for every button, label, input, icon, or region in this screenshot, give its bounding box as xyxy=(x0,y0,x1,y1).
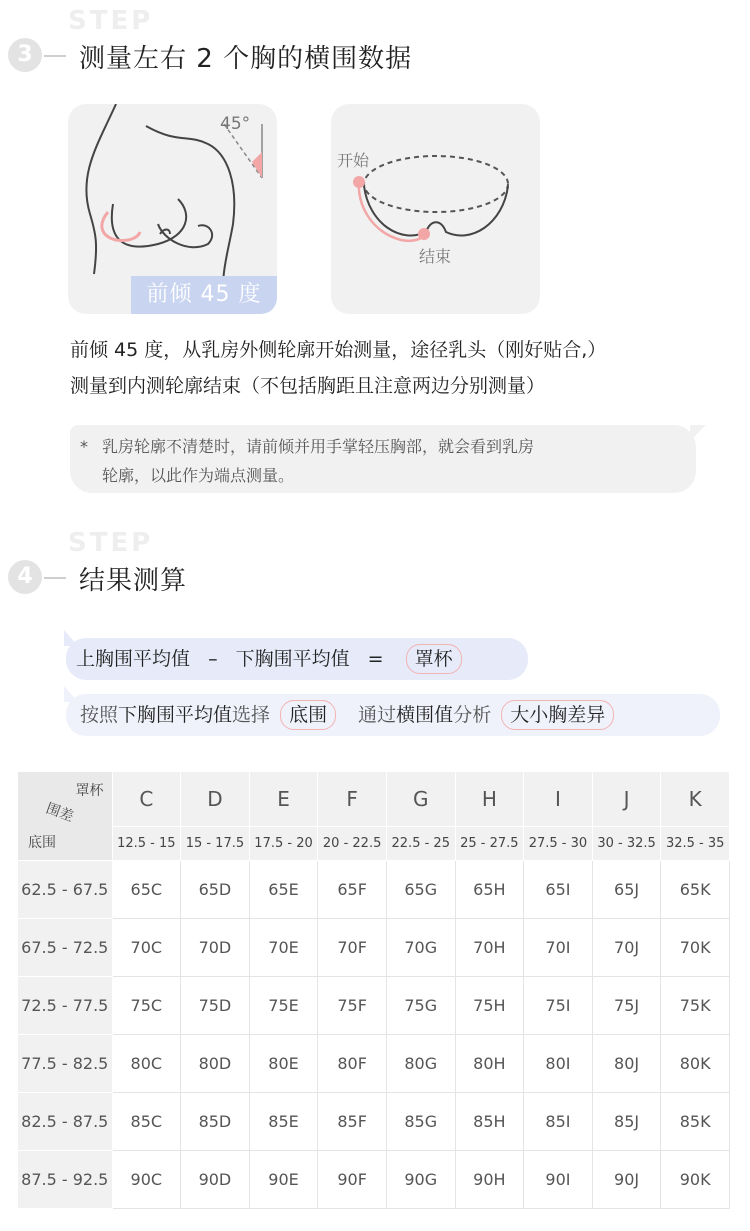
cup-header: K xyxy=(661,772,730,826)
range-header: 15 - 17.5 xyxy=(181,826,250,860)
note-line-1: 乳房轮廓不清楚时，请前倾并用手掌轻压胸部，就会看到乳房 xyxy=(102,437,535,456)
range-header-row xyxy=(18,826,730,860)
guide-part-5: 横围值 xyxy=(396,704,454,726)
lean-angle-badge: 前倾 45 度 xyxy=(131,276,277,314)
size-cell: 65H xyxy=(455,860,524,918)
size-cell: 90D xyxy=(181,1150,250,1208)
size-cell: 65J xyxy=(592,860,661,918)
step-watermark: STEP xyxy=(68,6,154,36)
size-cell: 80G xyxy=(386,1034,455,1092)
range-header: 12.5 - 15 xyxy=(112,826,181,860)
angle-label: 45° xyxy=(220,114,251,134)
step-connector-line xyxy=(44,577,66,579)
size-cell: 85F xyxy=(318,1092,387,1150)
note-asterisk: * xyxy=(80,437,88,456)
size-cell: 70F xyxy=(318,918,387,976)
size-cell: 80I xyxy=(524,1034,593,1092)
size-cell: 65G xyxy=(386,860,455,918)
size-cell: 80F xyxy=(318,1034,387,1092)
step-connector-line xyxy=(44,55,66,57)
size-cell: 90I xyxy=(524,1150,593,1208)
size-cell: 75G xyxy=(386,976,455,1034)
cup-header: H xyxy=(455,772,524,826)
table-row xyxy=(18,1034,730,1092)
size-cell: 70H xyxy=(455,918,524,976)
formula-equals: = xyxy=(367,648,384,670)
size-cell: 80J xyxy=(592,1034,661,1092)
guide-part-4: 通过 xyxy=(358,704,397,726)
size-cell: 65I xyxy=(524,860,593,918)
size-cell: 65K xyxy=(661,860,730,918)
size-cell: 85C xyxy=(112,1092,181,1150)
size-cell: 75H xyxy=(455,976,524,1034)
step-number-badge: 4 xyxy=(8,560,42,594)
size-guide-bubble xyxy=(66,694,720,736)
size-cell: 75I xyxy=(524,976,593,1034)
size-cell: 65E xyxy=(249,860,318,918)
formula-under-bust: 下胸围平均值 xyxy=(235,648,350,670)
size-cell: 90H xyxy=(455,1150,524,1208)
size-cell: 85J xyxy=(592,1092,661,1150)
size-cell: 80C xyxy=(112,1034,181,1092)
cup-header-row xyxy=(18,772,730,826)
table-row xyxy=(18,1092,730,1150)
instruction-line-2: 测量到内测轮廓结束（不包括胸距且注意两边分别测量） xyxy=(70,375,546,397)
table-row xyxy=(18,918,730,976)
size-cell: 75F xyxy=(318,976,387,1034)
size-cell: 75E xyxy=(249,976,318,1034)
size-cell: 75J xyxy=(592,976,661,1034)
size-cell: 65D xyxy=(181,860,250,918)
cup-header: J xyxy=(592,772,661,826)
size-cell: 70D xyxy=(181,918,250,976)
size-cell: 80H xyxy=(455,1034,524,1092)
cup-header: F xyxy=(318,772,387,826)
table-corner-cell xyxy=(18,772,112,860)
range-header: 32.5 - 35 xyxy=(661,826,730,860)
size-cell: 90F xyxy=(318,1150,387,1208)
step-number-badge: 3 xyxy=(8,38,42,72)
cup-header: I xyxy=(524,772,593,826)
size-cell: 90K xyxy=(661,1150,730,1208)
size-cell: 85G xyxy=(386,1092,455,1150)
guide-base-pill: 底围 xyxy=(280,700,336,730)
guide-part-1: 按照 xyxy=(80,704,119,726)
tip-note xyxy=(70,425,696,493)
table-row xyxy=(18,860,730,918)
size-cell: 70J xyxy=(592,918,661,976)
size-cell: 85E xyxy=(249,1092,318,1150)
cup-header: G xyxy=(386,772,455,826)
size-cell: 90E xyxy=(249,1150,318,1208)
size-cell: 70C xyxy=(112,918,181,976)
step-title: 结果测算 xyxy=(79,566,188,596)
size-cell: 90C xyxy=(112,1150,181,1208)
note-line-2: 轮廓，以此作为端点测量。 xyxy=(102,466,295,485)
row-base-range: 82.5 - 87.5 xyxy=(18,1092,112,1150)
size-cell: 85K xyxy=(661,1092,730,1150)
size-cell: 75C xyxy=(112,976,181,1034)
size-cell: 75D xyxy=(181,976,250,1034)
size-cell: 70K xyxy=(661,918,730,976)
size-cell: 85D xyxy=(181,1092,250,1150)
illustration-measure-path xyxy=(331,104,540,314)
guide-part-6: 分析 xyxy=(453,704,492,726)
range-header: 20 - 22.5 xyxy=(318,826,387,860)
range-header: 27.5 - 30 xyxy=(524,826,593,860)
size-cell: 90J xyxy=(592,1150,661,1208)
size-cell: 65F xyxy=(318,860,387,918)
size-cell: 80E xyxy=(249,1034,318,1092)
size-cell: 65C xyxy=(112,860,181,918)
end-label: 结束 xyxy=(419,247,452,266)
row-base-range: 67.5 - 72.5 xyxy=(18,918,112,976)
cup-header: E xyxy=(249,772,318,826)
start-label: 开始 xyxy=(337,151,370,170)
size-cell: 90G xyxy=(386,1150,455,1208)
range-header: 30 - 32.5 xyxy=(592,826,661,860)
formula-minus: – xyxy=(208,648,218,670)
size-cell: 80K xyxy=(661,1034,730,1092)
cup-formula-bubble xyxy=(66,638,528,680)
cup-header: D xyxy=(181,772,250,826)
row-base-range: 87.5 - 92.5 xyxy=(18,1150,112,1208)
corner-cup-label: 罩杯 xyxy=(75,783,104,799)
row-base-range: 62.5 - 67.5 xyxy=(18,860,112,918)
size-cell: 70G xyxy=(386,918,455,976)
cup-header: C xyxy=(112,772,181,826)
size-cell: 70I xyxy=(524,918,593,976)
size-cell: 85H xyxy=(455,1092,524,1150)
formula-upper-bust: 上胸围平均值 xyxy=(76,648,191,670)
size-cell: 75K xyxy=(661,976,730,1034)
size-cell: 80D xyxy=(181,1034,250,1092)
range-header: 22.5 - 25 xyxy=(386,826,455,860)
bra-size-table xyxy=(18,772,730,1209)
row-base-range: 77.5 - 82.5 xyxy=(18,1034,112,1092)
range-header: 17.5 - 20 xyxy=(249,826,318,860)
table-row xyxy=(18,1150,730,1208)
size-cell: 70E xyxy=(249,918,318,976)
instruction-line-1: 前倾 45 度，从乳房外侧轮廓开始测量，途径乳头（刚好贴合,） xyxy=(70,339,607,361)
step-watermark: STEP xyxy=(68,528,154,558)
range-header: 25 - 27.5 xyxy=(455,826,524,860)
corner-diff-label: 围差 xyxy=(43,800,76,826)
table-row xyxy=(18,976,730,1034)
step-title: 测量左右 2 个胸的横围数据 xyxy=(79,44,413,74)
guide-part-2: 下胸围平均值 xyxy=(118,704,233,726)
row-base-range: 72.5 - 77.5 xyxy=(18,976,112,1034)
guide-part-3: 选择 xyxy=(232,704,271,726)
guide-diff-pill: 大小胸差异 xyxy=(501,700,614,730)
formula-result-pill: 罩杯 xyxy=(406,644,462,674)
bust-measure-path-icon xyxy=(331,104,540,314)
corner-base-label: 底围 xyxy=(28,834,56,851)
size-cell: 85I xyxy=(524,1092,593,1150)
